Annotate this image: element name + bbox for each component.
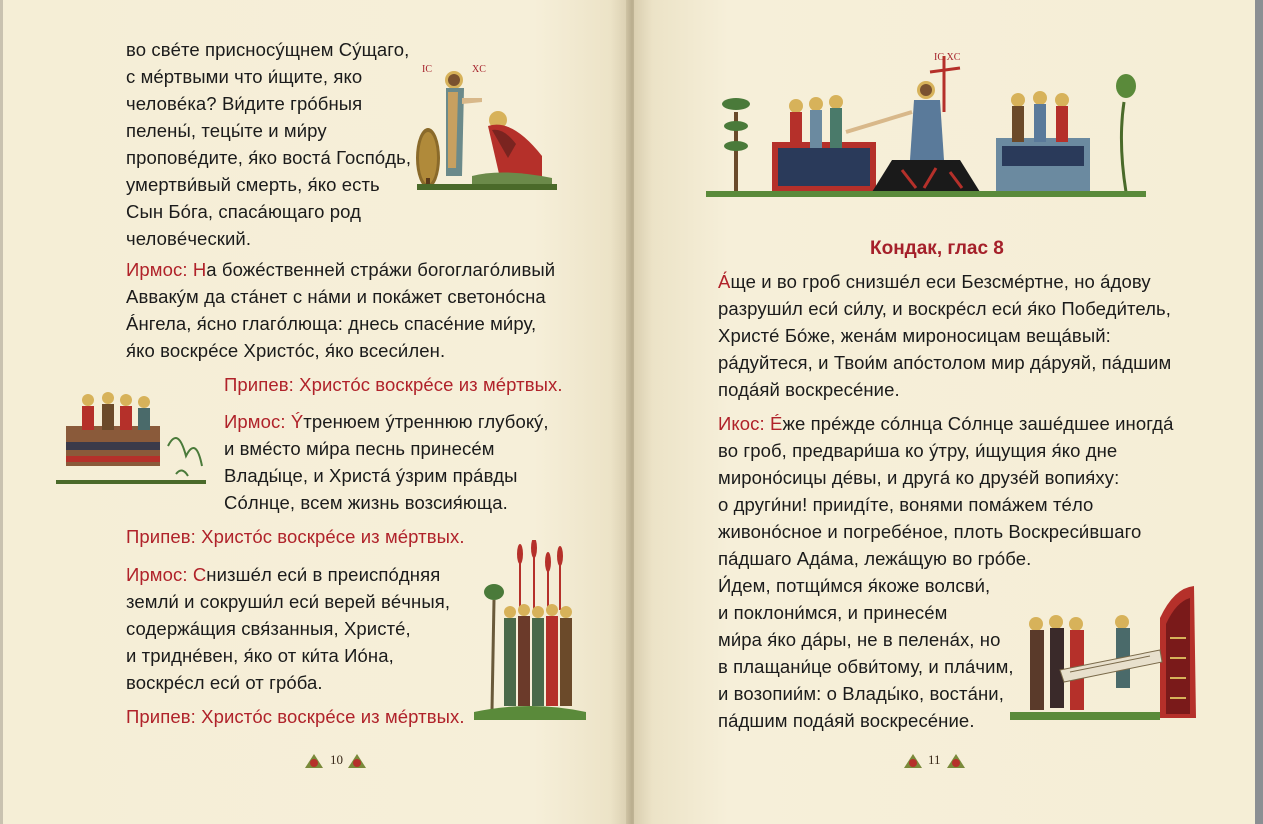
icon-inscription-right: XC: [472, 64, 486, 75]
irmos-1-line-2: Аввакýм да стáнет с нáми и покáжет светонóсна: [126, 286, 546, 307]
irmos-3-line-1: Ирмос: Снизшéл еси́ в преиспóдняя: [126, 564, 441, 585]
left-page: [0, 0, 629, 824]
irmos-3-line-4: и триднéвен, я́ко от ки́та Иóна,: [126, 645, 394, 666]
ornament-right-1: [902, 752, 924, 775]
kontakion-line-3: Христé Бóже, женáм мироносицам вещáвый:: [718, 325, 1111, 346]
kontakion-line-4: рáдуйтеся, и Твои́м апóстолом мир дáруяй, пáдшим: [718, 352, 1172, 373]
irmos-2-label: Ирмос: Ý: [224, 411, 304, 432]
left-edge: [0, 0, 3, 824]
irmos-2-line-2: и вмéсто ми́ра песнь принесéм: [224, 438, 495, 459]
ikos-line-11: и возопии́м: о Влады́ко, востáни,: [718, 683, 1004, 704]
icon-inscription-banner: IC XC: [934, 52, 961, 63]
illustration-tomb: [56, 386, 206, 490]
kontakion-heading: Кондак, глас 8: [870, 238, 1004, 259]
irmos-1-line-3: Áнгела, я́сно глагóлюща: днесь спасéние ми́ру,: [126, 313, 537, 334]
ikos-line-8: и поклони́мся, и принесéм: [718, 602, 948, 623]
irmos-1-line-1: Ирмос: На божéственней стрáжи богоглагóливый: [126, 259, 556, 280]
ikos-line-2: во гроб, предвари́ша ко ýтру, и́щущия я́ко дне: [718, 440, 1118, 461]
opening-line-1: во свéте присносýщнем Сýщаго,: [126, 39, 410, 60]
opening-line-7: Сын Бóга, спасáющаго род: [126, 201, 361, 222]
ikos-line-10: в плащани́це обви́тому, и плáчим,: [718, 656, 1014, 677]
opening-line-3: человéка? Ви́дите грóбныя: [126, 93, 363, 114]
irmos-3-line-2: земли́ и сокруши́л еси́ верей вéчныя,: [126, 591, 451, 612]
irmos-2-line-4: Сóлнце, всем жизнь возсия́юща.: [224, 492, 508, 513]
irmos-3-line-3: содержáщия свя́занныя, Христé,: [126, 618, 411, 639]
ornament-right-2: [945, 752, 967, 775]
irmos-3-line-5: воскрéсл еси́ от грóба.: [126, 672, 323, 693]
opening-line-2: с мéртвыми что и́щите, яко: [126, 66, 363, 87]
illustration-christ-and-magdalene: [412, 58, 562, 192]
illustration-resurrection-banner: [706, 42, 1146, 202]
illustration-myrrh-bearers: [472, 540, 588, 724]
ikos-line-9: ми́ра я́ко дáры, не в пеленáх, но: [718, 629, 1001, 650]
refrain-1: Припев: Христóс воскрéсе из мéртвых.: [224, 374, 563, 395]
opening-line-5: проповéдите, я́ко востá Госпóдь,: [126, 147, 412, 168]
ornament-left-1: [303, 752, 325, 775]
kontakion-line-1: А́ще и во гроб снизшéл еси Безсмéртне, но áдову: [718, 271, 1151, 292]
ikos-line-5: живонóсное и погребéное, плоть Воскреси́вшаго: [718, 521, 1142, 542]
ikos-line-6: пáдшаго Адáма, лежáщую во грóбе.: [718, 548, 1032, 569]
irmos-1-line-4: я́ко воскрéсе Христóс, я́ко всеси́лен.: [126, 340, 446, 361]
irmos-2-line-1: Ирмос: Ýтренюем ýтреннюю глубокý,: [224, 411, 549, 432]
right-edge: [1255, 0, 1263, 824]
page-number-left: 10: [330, 752, 343, 767]
ikos-label: Икос: É: [718, 413, 783, 434]
ikos-line-7: И́дем, потщи́мся я́коже волсви́,: [718, 575, 991, 596]
irmos-2-line-3: Влады́це, и Христá ýзрим прáвды: [224, 465, 518, 486]
opening-line-6: умертви́вый смерть, я́ко есть: [126, 174, 380, 195]
irmos-1-label: Ирмос: Н: [126, 259, 207, 280]
irmos-3-label: Ирмос: С: [126, 564, 207, 585]
kontakion-line-2: разруши́л еси́ си́лу, и воскрéсл еси́ я́ко Победи́тель,: [718, 298, 1172, 319]
ikos-line-12: пáдшим подáяй воскресéние.: [718, 710, 975, 731]
opening-line-4: пелены́, тецы́те и ми́ру: [126, 120, 327, 141]
ikos-line-3: мироно́сицы дéвы, и другá ко друзéй вопия́ху:: [718, 467, 1120, 488]
ikos-line-1: Икос: Éже прéжде сóлнца Сóлнце зашéдшее иногдá: [718, 413, 1174, 434]
refrain-2: Припев: Христóс воскрéсе из мéртвых.: [126, 526, 465, 547]
ikos-line-4: о други́ни! приидíте, вонями помáжем тéло: [718, 494, 1094, 515]
illustration-entombment: [1010, 578, 1200, 724]
page-number-right: 11: [928, 752, 941, 767]
kontakion-initial: А́: [718, 271, 731, 292]
right-page: [634, 0, 1263, 824]
opening-line-8: человéческий.: [126, 228, 252, 249]
kontakion-line-5: подáяй воскресéние.: [718, 379, 900, 400]
refrain-3: Припев: Христóс воскрéсе из мéртвых.: [126, 706, 465, 727]
ornament-left-2: [346, 752, 368, 775]
icon-inscription-left: IC: [422, 64, 432, 75]
